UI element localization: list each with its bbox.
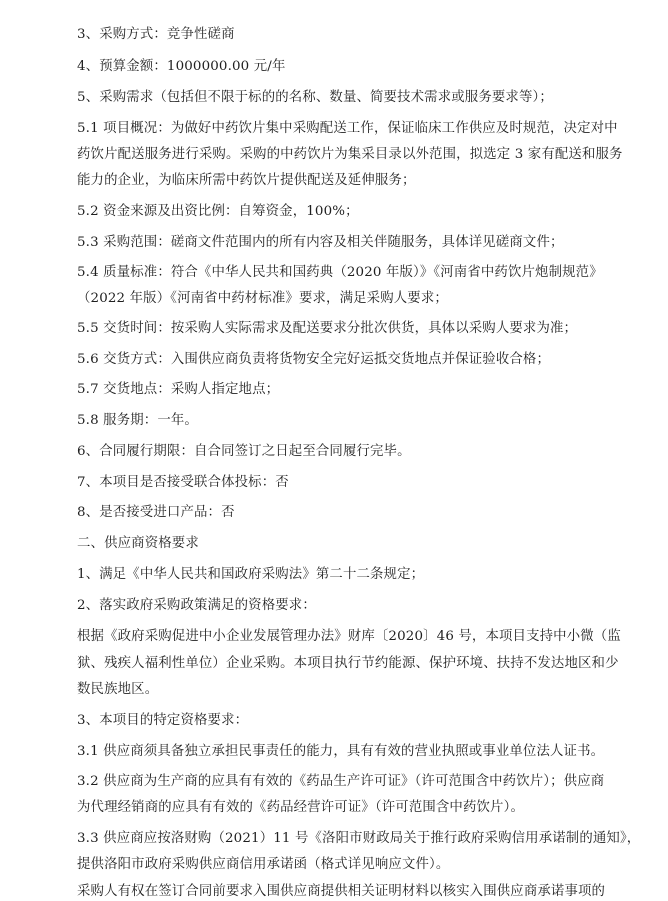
item-procurement-method: 3、采购方式：竞争性磋商 — [77, 27, 235, 42]
item-7-consortium: 7、本项目是否接受联合体投标：否 — [77, 475, 289, 490]
qualification-3: 3、本项目的特定资格要求： — [77, 713, 249, 728]
item-5-1-line-3: 能力的企业，为临床所需中药饮片提供配送及延伸服务； — [77, 173, 416, 188]
purchaser-rights-line: 采购人有权在签订合同前要求入围供应商提供相关证明材料以核实入围供应商承诺事项的 — [77, 884, 606, 899]
policy-paragraph-line-2: 狱、残疾人福利性单位）企业采购。本项目执行节约能源、保护环境、扶持不发达地区和少 — [77, 656, 619, 671]
policy-paragraph-line-1: 根据《政府采购促进中小企业发展管理办法》财库〔2020〕46 号，本项目支持中小微（监 — [77, 629, 621, 644]
qualification-3-3-line-1: 3.3 供应商应按洛财购（2021）11 号《洛阳市财政局关于推行政府采购信用承诺制的通知》， — [77, 831, 641, 846]
item-5-7: 5.7 交货地点：采购人指定地点； — [77, 382, 280, 397]
qualification-3-3-line-2: 提供洛阳市政府采购供应商信用承诺函（格式详见响应文件）。 — [77, 857, 450, 872]
item-5-2: 5.2 资金来源及出资比例：自筹资金，100%； — [77, 204, 359, 219]
item-procurement-requirements: 5、采购需求（包括但不限于标的的名称、数量、简要技术需求或服务要求等）； — [77, 90, 553, 105]
item-5-8: 5.8 服务期：一年。 — [77, 413, 198, 428]
item-5-4-line-1: 5.4 质量标准：符合《中华人民共和国药典（2020 年版）》《河南省中药饮片炮制规范》 — [77, 265, 603, 280]
qualification-3-2-line-1: 3.2 供应商为生产商的应具有有效的《药品生产许可证》（许可范围含中药饮片）；供应商 — [77, 774, 605, 789]
item-5-1-line-1: 5.1 项目概况：为做好中药饮片集中采购配送工作，保证临床工作供应及时规范，决定对中 — [77, 121, 618, 136]
qualification-1: 1、满足《中华人民共和国政府采购法》第二十二条规定； — [77, 567, 425, 582]
item-5-4-line-2: （2022 年版）《河南省中药材标准》要求，满足采购人要求； — [77, 291, 448, 306]
qualification-2: 2、落实政府采购政策满足的资格要求： — [77, 598, 316, 613]
item-5-1-line-2: 药饮片配送服务进行采购。采购的中药饮片为集采目录以外范围，拟选定 3 家有配送和服务 — [77, 147, 623, 162]
item-5-6: 5.6 交货方式：入围供应商负责将货物安全完好运抵交货地点并保证验收合格； — [77, 352, 550, 367]
item-6-contract-period: 6、合同履行期限：自合同签订之日起至合同履行完毕。 — [77, 444, 411, 459]
item-budget-amount: 4、预算金额：1000000.00 元/年 — [77, 59, 286, 74]
item-8-imported-products: 8、是否接受进口产品：否 — [77, 505, 235, 520]
qualification-3-1: 3.1 供应商须具备独立承担民事责任的能力，具有有效的营业执照或事业单位法人证书。 — [77, 744, 605, 759]
policy-paragraph-line-3: 数民族地区。 — [77, 682, 159, 697]
item-5-3: 5.3 采购范围：磋商文件范围内的所有内容及相关伴随服务，具体详见磋商文件； — [77, 235, 564, 250]
item-5-5: 5.5 交货时间：按采购人实际需求及配送要求分批次供货，具体以采购人要求为准； — [77, 321, 578, 336]
section-heading-supplier-qualifications: 二、供应商资格要求 — [77, 536, 199, 551]
qualification-3-2-line-2: 为代理经销商的应具有有效的《药品经营许可证》（许可范围含中药饮片）。 — [77, 800, 524, 815]
